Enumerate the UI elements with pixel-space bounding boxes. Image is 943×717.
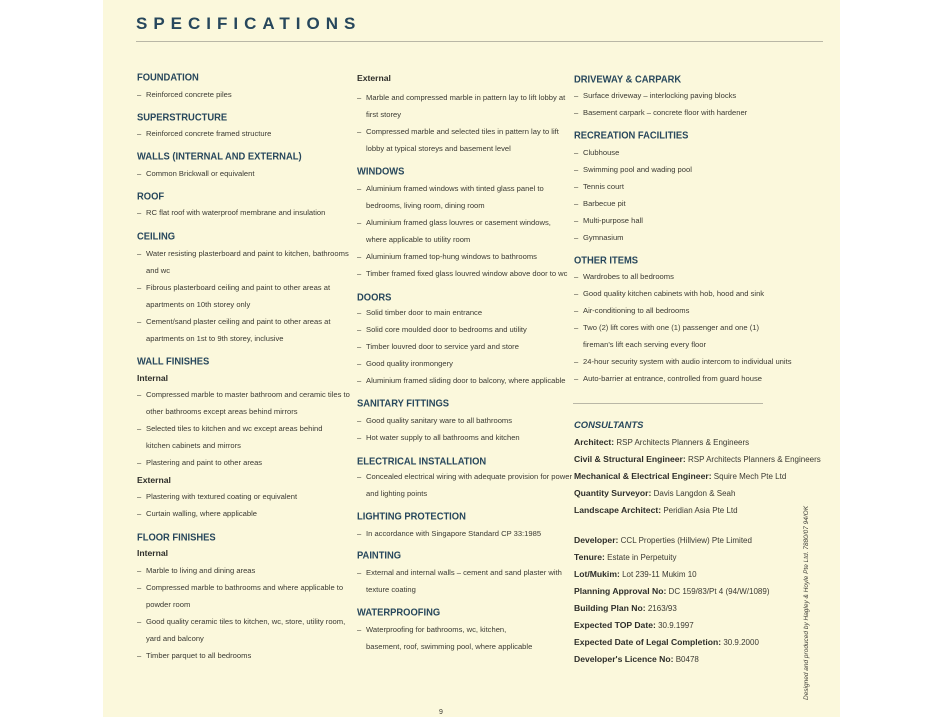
list-item: – Marble to living and dining areas <box>137 566 256 575</box>
detail-lot: Lot/Mukim: Lot 239-11 Mukim 10 <box>574 569 697 579</box>
list-item: – Marble and compressed marble in pattern lay to lift lobby at <box>357 93 566 102</box>
heading-ceiling: CEILING <box>137 230 176 242</box>
consultant-civil: Civil & Structural Engineer: RSP Architects Planners & Engineers <box>574 454 821 464</box>
consultants-divider <box>573 403 763 404</box>
list-item: – Good quality kitchen cabinets with hob, hood and sink <box>574 289 765 298</box>
detail-building-plan: Building Plan No: 2163/93 <box>574 603 677 613</box>
title-divider <box>136 41 823 42</box>
list-item: – Plastering with textured coating or equivalent <box>137 492 298 501</box>
list-item: – Fibrous plasterboard ceiling and paint to other areas at <box>137 283 331 292</box>
detail-licence: Developer's Licence No: B0478 <box>574 654 699 664</box>
list-item: – 24-hour security system with audio intercom to individual units <box>574 357 792 366</box>
list-item: – Good quality sanitary ware to all bathrooms <box>357 416 513 425</box>
list-item: – Aluminium framed windows with tinted glass panel to <box>357 184 544 193</box>
list-item: – Basement carpark – concrete floor with hardener <box>574 108 748 117</box>
detail-top-date: Expected TOP Date: 30.9.1997 <box>574 620 694 630</box>
heading-foundation: FOUNDATION <box>137 71 199 83</box>
list-item: – Gymnasium <box>574 233 624 242</box>
heading-windows: WINDOWS <box>357 165 405 177</box>
heading-superstructure: SUPERSTRUCTURE <box>137 111 228 123</box>
detail-planning: Planning Approval No: DC 159/83/Pt 4 (94/W/1089) <box>574 586 770 596</box>
list-item-cont: lobby at typical storeys and basement level <box>366 144 511 153</box>
list-item: – RC flat roof with waterproof membrane and insulation <box>137 208 326 217</box>
detail-tenure: Tenure: Estate in Perpetuity <box>574 552 677 562</box>
heading-wall-finishes: WALL FINISHES <box>137 355 210 367</box>
heading-walls: WALLS (INTERNAL AND EXTERNAL) <box>137 150 302 162</box>
list-item: – Solid core moulded door to bedrooms and utility <box>357 325 527 334</box>
list-item: – Timber parquet to all bedrooms <box>137 651 252 660</box>
heading-recreation: RECREATION FACILITIES <box>574 129 689 141</box>
list-item: – Wardrobes to all bedrooms <box>574 272 674 281</box>
side-credit: Designed and produced by Hagley & Hoyle Pte Ltd. 7880/07 94/OK <box>803 505 810 700</box>
list-item: – Compressed marble to master bathroom and ceramic tiles to <box>137 390 350 399</box>
list-item: – Compressed marble to bathrooms and where applicable to <box>137 583 344 592</box>
list-item: – Timber louvred door to service yard and store <box>357 342 519 351</box>
heading-waterproofing: WATERPROOFING <box>357 606 441 618</box>
consultant-architect: Architect: RSP Architects Planners & Engineers <box>574 437 750 447</box>
list-item: – Compressed marble and selected tiles in pattern lay to lift <box>357 127 559 136</box>
list-item-cont: and wc <box>146 266 171 275</box>
list-item: – Reinforced concrete framed structure <box>137 129 272 138</box>
list-item: – Clubhouse <box>574 148 620 157</box>
list-item-cont: fireman's lift each serving every floor <box>583 340 706 349</box>
list-item: – Plastering and paint to other areas <box>137 458 263 467</box>
list-item: – Solid timber door to main entrance <box>357 308 483 317</box>
list-item: – Two (2) lift cores with one (1) passenger and one (1) <box>574 323 760 332</box>
list-item: – Aluminium framed glass louvres or casement windows, <box>357 218 551 227</box>
list-item-cont: texture coating <box>366 585 416 594</box>
list-item: – Selected tiles to kitchen and wc except areas behind <box>137 424 323 433</box>
specifications-page <box>103 0 840 717</box>
list-item: – Concealed electrical wiring with adequate provision for power <box>357 472 572 481</box>
heading-driveway: DRIVEWAY & CARPARK <box>574 73 682 85</box>
list-item-cont: where applicable to utility room <box>366 235 471 244</box>
list-item: – Curtain walling, where applicable <box>137 509 258 518</box>
heading-lighting-protection: LIGHTING PROTECTION <box>357 510 466 522</box>
list-item-cont: kitchen cabinets and mirrors <box>146 441 241 450</box>
heading-doors: DOORS <box>357 291 392 303</box>
list-item: – Surface driveway – interlocking paving blocks <box>574 91 737 100</box>
page-number: 9 <box>439 709 443 716</box>
consultant-mechanical: Mechanical & Electrical Engineer: Squire Mech Pte Ltd <box>574 471 787 481</box>
list-item: – Good quality ceramic tiles to kitchen, wc, store, utility room, <box>137 617 346 626</box>
heading-electrical: ELECTRICAL INSTALLATION <box>357 455 487 467</box>
list-item: – Swimming pool and wading pool <box>574 165 692 174</box>
list-item: – Reinforced concrete piles <box>137 90 232 99</box>
list-item: – Water resisting plasterboard and paint to kitchen, bathrooms <box>137 249 349 258</box>
list-item-cont: yard and balcony <box>146 634 204 643</box>
detail-legal-completion: Expected Date of Legal Completion: 30.9.2000 <box>574 637 759 647</box>
list-item: – Aluminium framed top-hung windows to bathrooms <box>357 252 537 261</box>
list-item-cont: apartments on 10th storey only <box>146 300 251 309</box>
list-item-cont: powder room <box>146 600 191 609</box>
list-item: – Multi-purpose hall <box>574 216 643 225</box>
list-item: – Cement/sand plaster ceiling and paint to other areas at <box>137 317 331 326</box>
list-item: – Air-conditioning to all bedrooms <box>574 306 690 315</box>
consultant-landscape: Landscape Architect: Peridian Asia Pte Ltd <box>574 505 738 515</box>
subheading-internal: Internal <box>137 373 169 383</box>
list-item: – Waterproofing for bathrooms, wc, kitchen, <box>357 625 507 634</box>
detail-developer: Developer: CCL Properties (Hillview) Pte Limited <box>574 535 752 545</box>
heading-sanitary-fittings: SANITARY FITTINGS <box>357 397 450 409</box>
list-item: – Barbecue pit <box>574 199 626 208</box>
heading-painting: PAINTING <box>357 549 402 561</box>
list-item-cont: apartments on 1st to 9th storey, inclusive <box>146 334 284 343</box>
list-item: – In accordance with Singapore Standard CP 33:1985 <box>357 529 542 538</box>
subheading-external: External <box>357 73 391 83</box>
list-item: – Good quality ironmongery <box>357 359 453 368</box>
list-item: – Hot water supply to all bathrooms and kitchen <box>357 433 520 442</box>
page-title: SPECIFICATIONS <box>136 14 362 33</box>
list-item-cont: and lighting points <box>366 489 428 498</box>
heading-roof: ROOF <box>137 190 165 202</box>
list-item: – Auto-barrier at entrance, controlled from guard house <box>574 374 762 383</box>
list-item-cont: bedrooms, living room, dining room <box>366 201 485 210</box>
list-item-cont: first storey <box>366 110 402 119</box>
subheading-external: External <box>137 475 171 485</box>
list-item: – Common Brickwall or equivalent <box>137 169 255 178</box>
heading-consultants: CONSULTANTS <box>574 419 644 430</box>
list-item-cont: other bathrooms except areas behind mirrors <box>146 407 298 416</box>
heading-other-items: OTHER ITEMS <box>574 254 639 266</box>
heading-floor-finishes: FLOOR FINISHES <box>137 531 216 543</box>
list-item-cont: basement, roof, swimming pool, where applicable <box>366 642 533 651</box>
list-item: – Aluminium framed sliding door to balcony, where applicable <box>357 376 566 385</box>
list-item: – Timber framed fixed glass louvred window above door to wc <box>357 269 568 278</box>
subheading-internal: Internal <box>137 548 169 558</box>
consultant-qs: Quantity Surveyor: Davis Langdon & Seah <box>574 488 736 498</box>
list-item: – Tennis court <box>574 182 624 191</box>
list-item: – External and internal walls – cement and sand plaster with <box>357 568 562 577</box>
